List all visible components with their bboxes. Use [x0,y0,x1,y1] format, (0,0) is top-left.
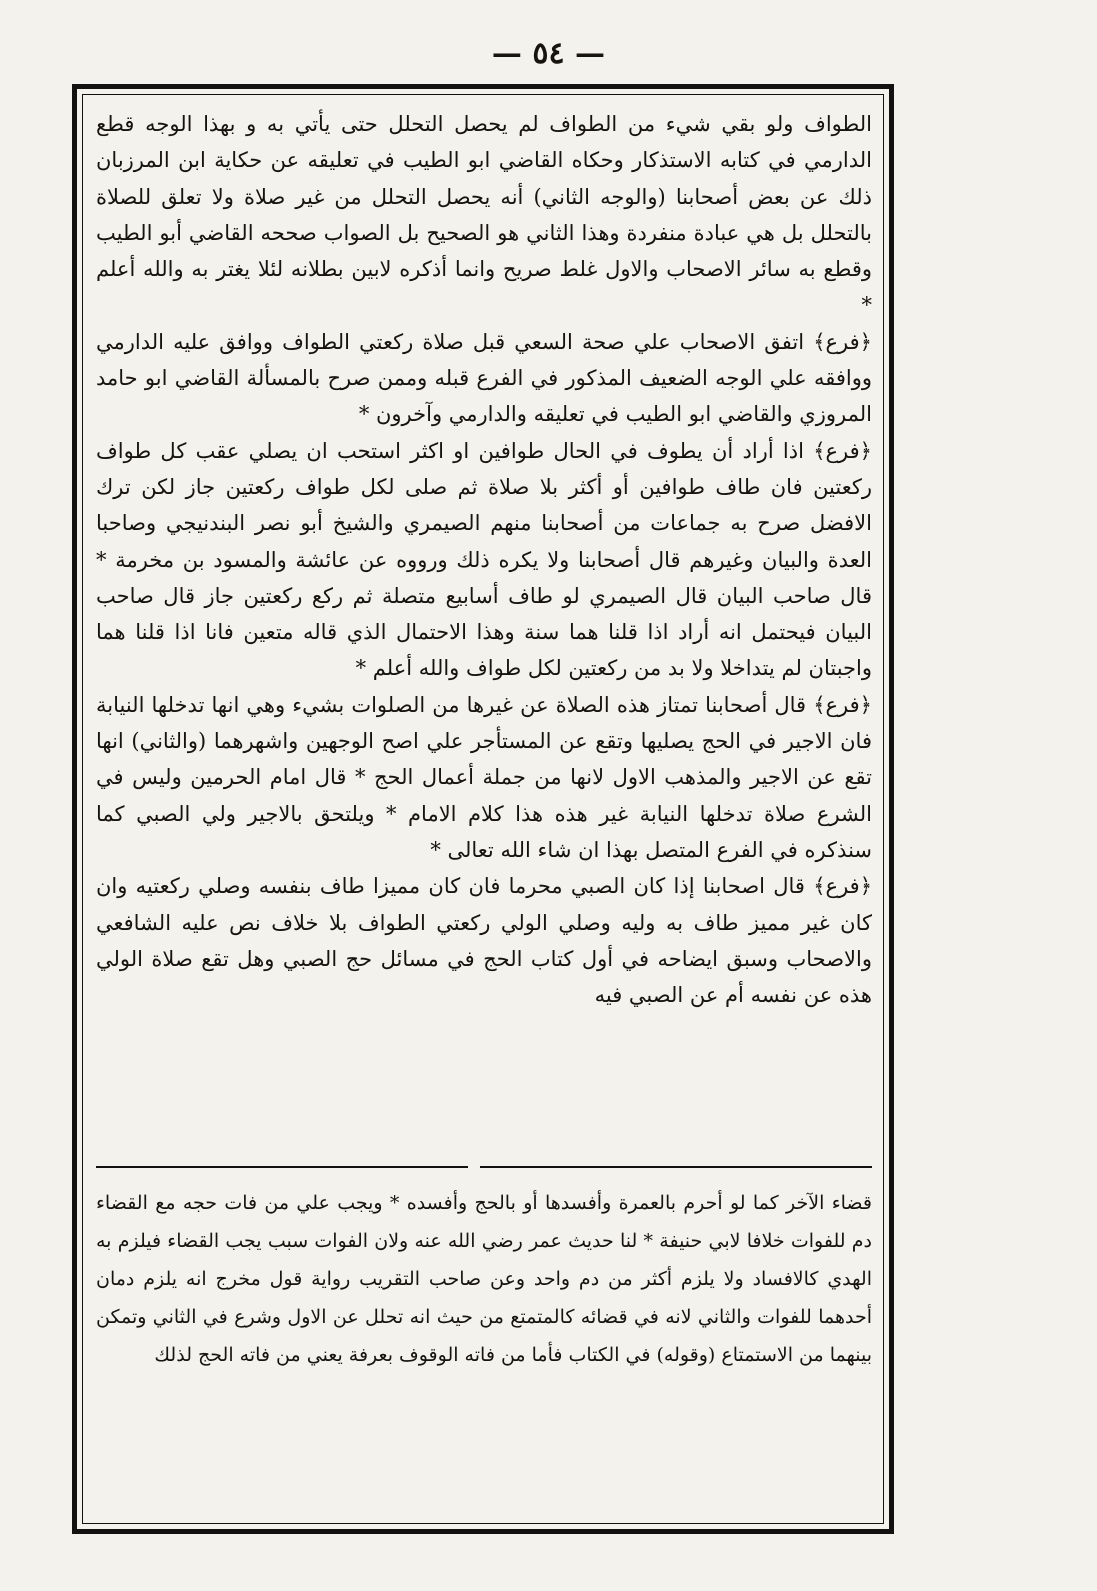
paragraph: ﴿فرع﴾ قال أصحابنا تمتاز هذه الصلاة عن غيرها من الصلوات بشيء وهي انها تدخلها النيابة فان الاجير في الحج يصليها وتقع عن المستأجر علي اصح الوجهين واشهرهما (والثاني) انها تقع عن الاجير والمذهب الاول لانها من جملة أعمال الحج * قال امام الحرمين وليس في الشرع صلاة تدخلها النيابة غير هذه هذا كلام الامام * ويلتحق بالاجير ولي الصبي كما سنذكره في الفرع المتصل بهذا ان شاء الله تعالى * [96,692,872,862]
footnote-paragraph: قضاء الآخر كما لو أحرم بالعمرة وأفسدها أو بالحج وأفسده * ويجب علي من فات حجه مع القضاء دم للفوات خلافا لابي حنيفة * لنا حديث عمر رضي الله عنه ولان الفوات سبب يجب القضاء فيلزم به الهدي كالافساد ولا يلزم أكثر من دم واحد وعن صاحب التقريب رواية قول مخرج انه يلزم دمان أحدهما للفوات والثاني لانه في قضائه كالمتمتع من حيث انه تحلل عن الاول وشرع في الثاني وتمكن بينهما من الاستمتاع (وقوله) في الكتاب فأما من فاته الوقوف بعرفة يعني من فاته الحج لذلك [96,1192,872,1366]
paragraph: ﴿فرع﴾ اذا أراد أن يطوف في الحال طوافين او اكثر استحب ان يصلي عقب كل طواف ركعتين فان طاف طوافين أو أكثر بلا صلاة ثم صلى لكل طواف ركعتين جاز لكن ترك الافضل صرح به جماعات من أصحابنا منهم الصيمري والشيخ أبو نصر البندنيجي وصاحبا العدة والبيان وغيرهم قال أصحابنا ولا يكره ذلك ورووه عن عائشة والمسود بن مخرمة * قال صاحب البيان قال الصيمري لو طاف أسابيع متصلة ثم ركع ركعتين جاز قال صاحب البيان فيحتمل انه أراد اذا قلنا هما سنة وهذا الاحتمال الذي قاله متعين فانا اذا قلنا هما واجبتان لم يتداخلا ولا بد من ركعتين لكل طواف والله أعلم * [96,438,872,681]
paragraph: ﴿فرع﴾ اتفق الاصحاب علي صحة السعي قبل صلاة ركعتي الطواف ووافق عليه الدارمي ووافقه علي الوجه الضعيف المذكور في الفرع قبله وممن صرح بالمسألة القاضي ابو حامد المروزي والقاضي ابو الطيب في تعليقه والدارمي وآخرون * [96,329,872,427]
paragraph: الطواف ولو بقي شيء من الطواف لم يحصل التحلل حتى يأتي به و بهذا الوجه قطع الدارمي في كتابه الاستذكار وحكاه القاضي ابو الطيب في تعليقه عن حكاية ابن المرزبان ذلك عن بعض أصحابنا (والوجه الثاني) أنه يحصل التحلل من غير صلاة ولا تعلق للصلاة بالتحلل بل هي عبادة منفردة وهذا الثاني هو الصحيح بل الصواب صححه القاضي أبو الطيب وقطع به سائر الاصحاب والاول غلط صريح وانما أذكره لابين بطلانه لئلا يغتر به والله أعلم * [96,112,872,318]
footnote-divider-right [480,1166,872,1168]
main-text [96,106,872,1013]
footnote-text [96,1184,872,1374]
paragraph: ﴿فرع﴾ قال اصحابنا إذا كان الصبي محرما فان كان مميزا طاف بنفسه وصلي ركعتيه وان كان غير مميز طاف به وليه وصلي الولي ركعتي الطواف بلا خلاف نص عليه الشافعي والاصحاب وسبق ايضاحه في أول كتاب الحج في مسائل حج الصبي وهل تقع صلاة الولي هذه عن نفسه أم عن الصبي فيه [96,874,872,1008]
page-number: — ٥٤ — [491,36,606,71]
footnote-divider-left [96,1166,468,1168]
